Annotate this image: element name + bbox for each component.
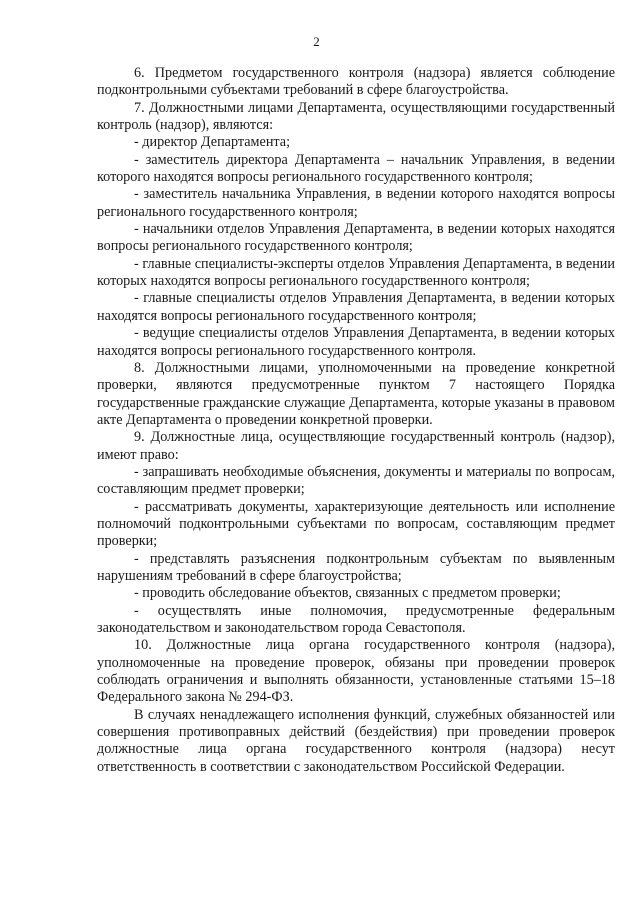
paragraph-item-6: 6. Предметом государственного контроля (надзора) является соблюдение подконтрольными субъектами требований в сфере благоустройства.: [97, 65, 615, 99]
list-item-chief-specialists-experts: - главные специалисты-эксперты отделов Управления Департамента, в ведении которых находятся вопросы регионального государственного контроля;: [97, 255, 615, 290]
list-item-request-explanations: - запрашивать необходимые объяснения, документы и материалы по вопросам, составляющим предмет проверки;: [97, 463, 615, 498]
list-item-deputy-director: - заместитель директора Департамента – начальник Управления, в ведении которого находятся вопросы регионального государственного контроля;: [97, 151, 615, 186]
paragraph-item-10: 10. Должностные лица органа государственного контроля (надзора), уполномоченные на проведение проверок, обязаны при проведении проверок соблюдать ограничения и выполнять обязанности, установленные статьями 15–18 Федерального закона № 294-ФЗ.: [97, 637, 615, 706]
list-item-leading-specialists: - ведущие специалисты отделов Управления Департамента, в ведении которых находятся вопросы регионального государственного контроля.: [97, 325, 615, 359]
paragraph-item-8: 8. Должностными лицами, уполномоченными на проведение конкретной проверки, являются предусмотренные пунктом 7 настоящего Порядка государственные гражданские служащие Департамента, которые указаны в правовом акте Департамента о проведении конкретной проверки.: [97, 359, 615, 428]
list-item-other-powers: - осуществлять иные полномочия, предусмотренные федеральным законодательством и законодательством города Севастополя.: [97, 602, 615, 636]
list-item-department-heads: - начальники отделов Управления Департамента, в ведении которых находятся вопросы регионального государственного контроля;: [97, 221, 615, 255]
page-number: 2: [313, 34, 320, 49]
list-item-chief-specialists: - главные специалисты отделов Управления Департамента, в ведении которых находятся вопросы регионального государственного контроля;: [97, 290, 615, 324]
list-item-deputy-head: - заместитель начальника Управления, в ведении которого находятся вопросы регионального государственного контроля;: [97, 186, 615, 220]
paragraph-item-9: 9. Должностные лица, осуществляющие государственный контроль (надзор), имеют право:: [97, 429, 615, 463]
list-item-director: - директор Департамента;: [134, 134, 291, 151]
paragraph-liability: В случаях ненадлежащего исполнения функций, служебных обязанностей или совершения противоправных действий (бездействия) при проведении проверок должностные лица органа государственного контроля (надзора) несут ответственность в соответствии с законодательством Российской Федерации.: [97, 706, 615, 775]
list-item-review-documents: - рассматривать документы, характеризующие деятельность или исполнение полномочий подконтрольными субъектами по вопросам, составляющим предмет проверки;: [97, 498, 615, 550]
list-item-inspect-objects: - проводить обследование объектов, связанных с предметом проверки;: [134, 585, 561, 602]
document-body: [97, 65, 615, 776]
list-item-provide-clarifications: - представлять разъяснения подконтрольным субъектам по выявленным нарушениям требований в сфере благоустройства;: [97, 550, 615, 584]
paragraph-item-7: 7. Должностными лицами Департамента, осуществляющими государственный контроль (надзор), являются:: [97, 99, 615, 134]
